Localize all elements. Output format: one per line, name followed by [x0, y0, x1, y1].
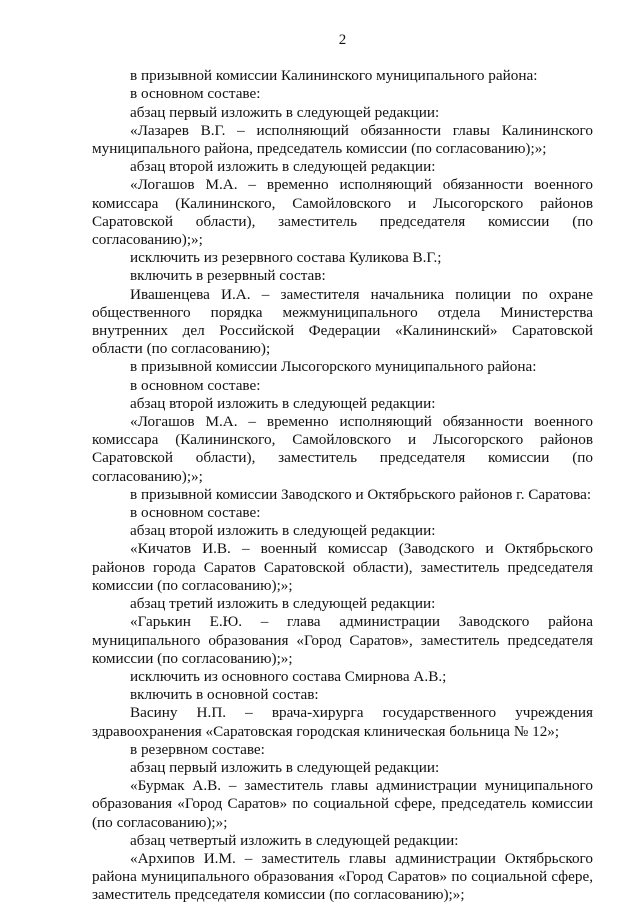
- paragraph: в резервном составе:: [130, 740, 265, 758]
- paragraph: в призывной комиссии Калининского муниципального района:: [130, 67, 538, 85]
- paragraph: «Гарькин Е.Ю. – глава администрации Заводского района муниципального образования «Город Саратов», заместитель председателя комиссии (по согласованию);»;: [92, 613, 593, 667]
- page-number: 2: [338, 32, 347, 48]
- paragraph: Ивашенцева И.А. – заместителя начальника полиции по охране общественного порядка межмуниципального отдела Министерства внутренних дел Российской Федерации «Калининский» Саратовской области (по согласованию);: [92, 285, 593, 358]
- paragraph: в основном составе:: [130, 504, 261, 522]
- document-page: [92, 31, 593, 905]
- paragraph: абзац второй изложить в следующей редакции:: [130, 394, 436, 412]
- paragraph: абзац четвертый изложить в следующей редакции:: [130, 831, 459, 849]
- paragraph: абзац второй изложить в следующей редакции:: [130, 158, 436, 176]
- paragraph: «Логашов М.А. – временно исполняющий обязанности военного комиссара (Калининского, Самойловского и Лысогорского районов Саратовской области), заместитель председателя комиссии (по согласованию);»;: [92, 413, 593, 485]
- paragraph: «Кичатов И.В. – военный комиссар (Заводского и Октябрьского районов города Саратов Саратовской области), заместитель председателя комиссии (по согласованию);»;: [92, 540, 593, 594]
- paragraph: в основном составе:: [130, 85, 261, 103]
- paragraph: в призывной комиссии Лысогорского муниципального района:: [130, 358, 537, 376]
- paragraph: включить в основной состав:: [130, 686, 319, 704]
- paragraph: Васину Н.П. – врача-хирурга государственного учреждения здравоохранения «Саратовская городская клиническая больница № 12»;: [92, 704, 593, 740]
- paragraph: включить в резервный состав:: [130, 267, 326, 285]
- paragraph: исключить из основного состава Смирнова А.В.;: [130, 667, 447, 685]
- paragraph: «Лазарев В.Г. – исполняющий обязанности главы Калининского муниципального района, председатель комиссии (по согласованию);»;: [92, 121, 593, 158]
- paragraph: «Архипов И.М. – заместитель главы администрации Октябрьского района муниципального образования «Город Саратов» по социальной сфере, заместитель председателя комиссии (по согласованию);»;: [92, 849, 593, 904]
- paragraph: «Логашов М.А. – временно исполняющий обязанности военного комиссара (Калининского, Самойловского и Лысогорского районов Саратовской области), заместитель председателя комиссии (по согласованию);»;: [92, 176, 593, 249]
- paragraph: в основном составе:: [130, 376, 261, 394]
- paragraph: «Бурмак А.В. – заместитель главы администрации муниципального образования «Город Саратов» по социальной сфере, председатель комиссии (по согласованию);»;: [92, 777, 593, 831]
- paragraph: в призывной комиссии Заводского и Октябрьского районов г. Саратова:: [130, 485, 592, 503]
- paragraph: абзац первый изложить в следующей редакции:: [130, 103, 440, 121]
- paragraph: абзац второй изложить в следующей редакции:: [130, 522, 436, 540]
- paragraph: абзац третий изложить в следующей редакции:: [130, 595, 436, 613]
- paragraph: исключить из резервного состава Куликова В.Г.;: [130, 249, 442, 267]
- paragraph: абзац первый изложить в следующей редакции:: [130, 758, 440, 776]
